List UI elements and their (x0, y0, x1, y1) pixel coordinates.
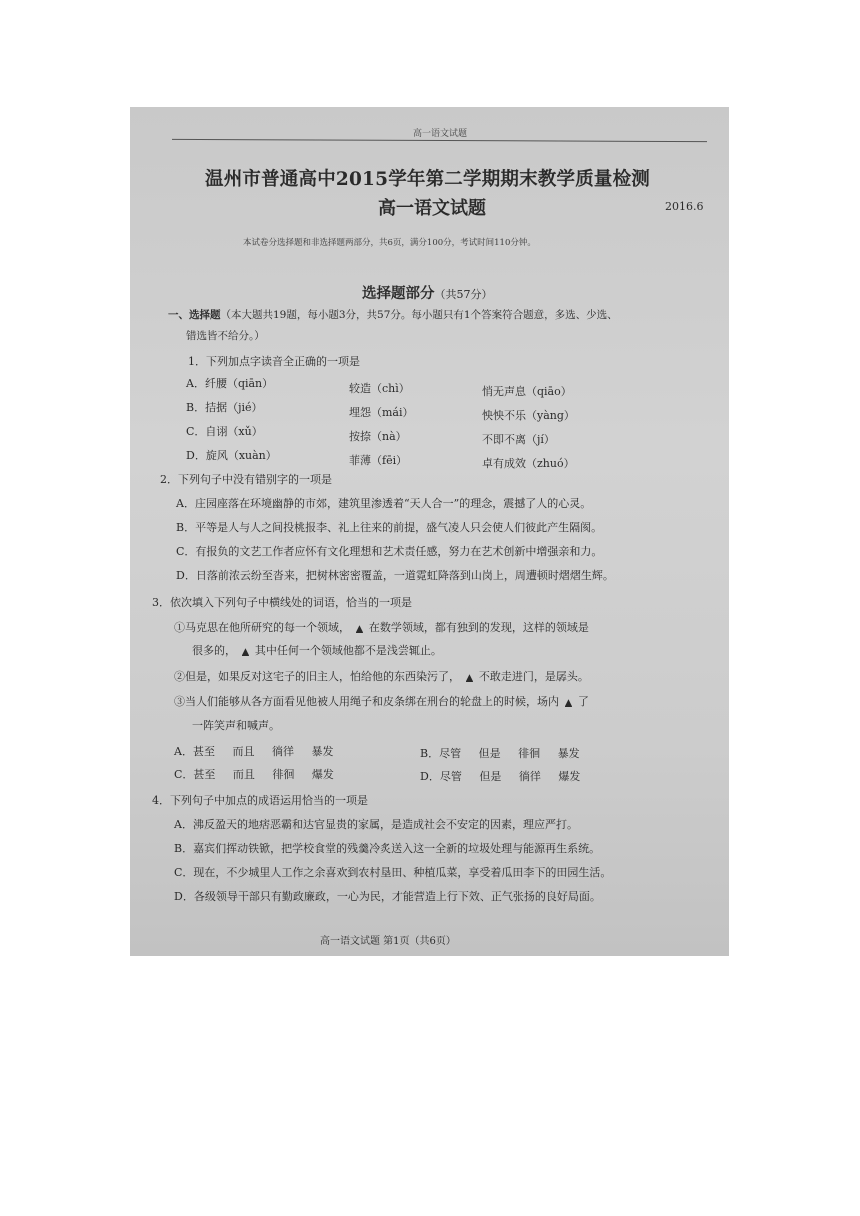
q3-text: 了 (577, 695, 589, 708)
q3-text: 其中任何一个领域他都不是浅尝辄止。 (254, 644, 442, 657)
q3-word: 徜徉 (518, 770, 541, 783)
q1-option: B．拮据（jié） (186, 401, 263, 414)
q1-option: 怏怏不乐（yàng） (482, 409, 575, 422)
q4-stem: 4．下列句子中加点的成语运用恰当的一项是 (152, 794, 368, 807)
q3-sentence-2 (174, 668, 589, 684)
q3-choice-d (420, 768, 580, 784)
q1-option: 菲薄（fēi） (349, 454, 408, 467)
q3-text: ③当人们能够从各方面看见他被人用绳子和皮条绑在刑台的轮盘上的时候，场内 (174, 695, 559, 708)
q4-option-c: C．现在，不少城里人工作之余喜欢到农村垦田、种植瓜菜，享受着瓜田李下的田园生活。 (174, 866, 612, 879)
q3-text: 很多的， (192, 644, 236, 657)
q1-option: 埋怨（mái） (349, 406, 414, 419)
blank-marker: ▲ (242, 647, 249, 657)
q3-sentence-3 (174, 693, 589, 709)
part-score: （共57分） (434, 288, 493, 301)
q1-option: C．自诩（xǔ） (186, 425, 263, 438)
blank-marker: ▲ (466, 673, 473, 683)
q1-option: A．纤腰（qiān） (186, 377, 274, 390)
q2-option-a: A．庄园座落在环境幽静的市郊，建筑里渗透着“天人合一”的理念，震撼了人的心灵。 (176, 497, 592, 510)
q3-word: 爆发 (558, 770, 581, 783)
part-heading (362, 282, 493, 303)
q3-text: ①马克思在他所研究的每一个领域， (174, 621, 350, 634)
q3-word: 徜徉 (271, 745, 294, 758)
q3-choice-a (174, 743, 394, 759)
q4-option-a: A．沸反盈天的地痞恶霸和达官显贵的家属，是造成社会不安定的因素，理应严打。 (174, 818, 578, 831)
part-title: 选择题部分 (362, 285, 435, 302)
q3-text: 不敢走进门，是孱头。 (478, 670, 589, 683)
q3-word: 徘徊 (518, 747, 541, 760)
q3-word: 爆发 (311, 768, 334, 781)
exam-note: 本试卷分选择题和非选择题两部分，共6页，满分100分，考试时间110分钟。 (243, 238, 536, 248)
q3-text: 在数学领域，都有独到的发现，这样的领域是 (368, 621, 589, 634)
q1-option: 较造（chì） (349, 382, 410, 395)
page-footer: 高一语文试题 第1页（共6页） (320, 936, 456, 947)
q1-option: D．旋风（xuàn） (186, 449, 277, 462)
q3-word: 暴发 (557, 747, 580, 760)
q1-option: 卓有成效（zhuó） (482, 457, 575, 470)
section-instr-line2: 错选皆不给分。） (186, 330, 265, 342)
q3-choice-c (174, 766, 334, 782)
q1-option: 悄无声息（qiāo） (482, 385, 572, 398)
q2-option-b: B．平等是人与人之间投桃报李、礼上往来的前提，盛气凌人只会使人们彼此产生隔阂。 (176, 521, 603, 534)
q4-option-b: B．嘉宾们挥动铁锨，把学校食堂的残羹冷炙送入这一全新的垃圾处理与能源再生系统。 (174, 842, 601, 855)
q3-sentence-1-cont (192, 642, 442, 658)
q3-choice-b (420, 745, 580, 761)
q3-word: 但是 (479, 770, 502, 783)
running-header: 高一语文试题 (413, 129, 468, 139)
header-rule (172, 139, 707, 142)
q3-word: 徘徊 (272, 768, 295, 781)
q3-word: C．甚至 (174, 768, 216, 781)
q3-word: B．尽管 (420, 747, 462, 760)
section-label: 一、选择题 (168, 309, 221, 321)
q1-option: 不即不离（jí） (482, 433, 555, 446)
exam-paper-photo (130, 107, 729, 956)
q4-option-d: D．各级领导干部只有勤政廉政，一心为民，才能营造上行下效、正气张扬的良好局面。 (174, 890, 601, 903)
q3-word: 暴发 (311, 745, 334, 758)
section-instructions (168, 307, 618, 322)
q3-word: A．甚至 (174, 745, 215, 758)
q3-word: 而且 (232, 768, 255, 781)
q1-option: 按捺（nà） (349, 430, 407, 443)
q3-stem: 3．依次填入下列句子中横线处的词语，恰当的一项是 (152, 596, 412, 609)
q1-stem: 1．下列加点字读音全正确的一项是 (188, 355, 360, 368)
blank-marker: ▲ (565, 698, 572, 708)
q2-option-d: D．日落前浓云纷至沓来，把树林密密覆盖，一道霓虹降落到山岗上，周遭顿时熠熠生辉。 (176, 569, 614, 582)
q3-sentence-3-cont: 一阵笑声和喊声。 (192, 719, 280, 732)
q3-word: 而且 (232, 745, 255, 758)
exam-date: 2016.6 (665, 200, 704, 213)
q3-word: D．尽管 (420, 770, 462, 783)
blank-marker: ▲ (356, 624, 363, 634)
exam-title: 温州市普通高中2015学年第二学期期末教学质量检测 (205, 169, 650, 190)
exam-subtitle: 高一语文试题 (378, 198, 486, 219)
q3-sentence-1 (174, 619, 589, 635)
q3-word: 但是 (478, 747, 501, 760)
section-instr-line1: （本大题共19题，每小题3分，共57分。每小题只有1个答案符合题意，多选、少选、 (220, 309, 618, 321)
q3-text: ②但是，如果反对这宅子的旧主人，怕给他的东西染污了， (174, 670, 460, 683)
q2-option-c: C．有报负的文艺工作者应怀有文化理想和艺术责任感，努力在艺术创新中增强亲和力。 (176, 545, 603, 558)
q2-stem: 2．下列句子中没有错别字的一项是 (160, 473, 332, 486)
